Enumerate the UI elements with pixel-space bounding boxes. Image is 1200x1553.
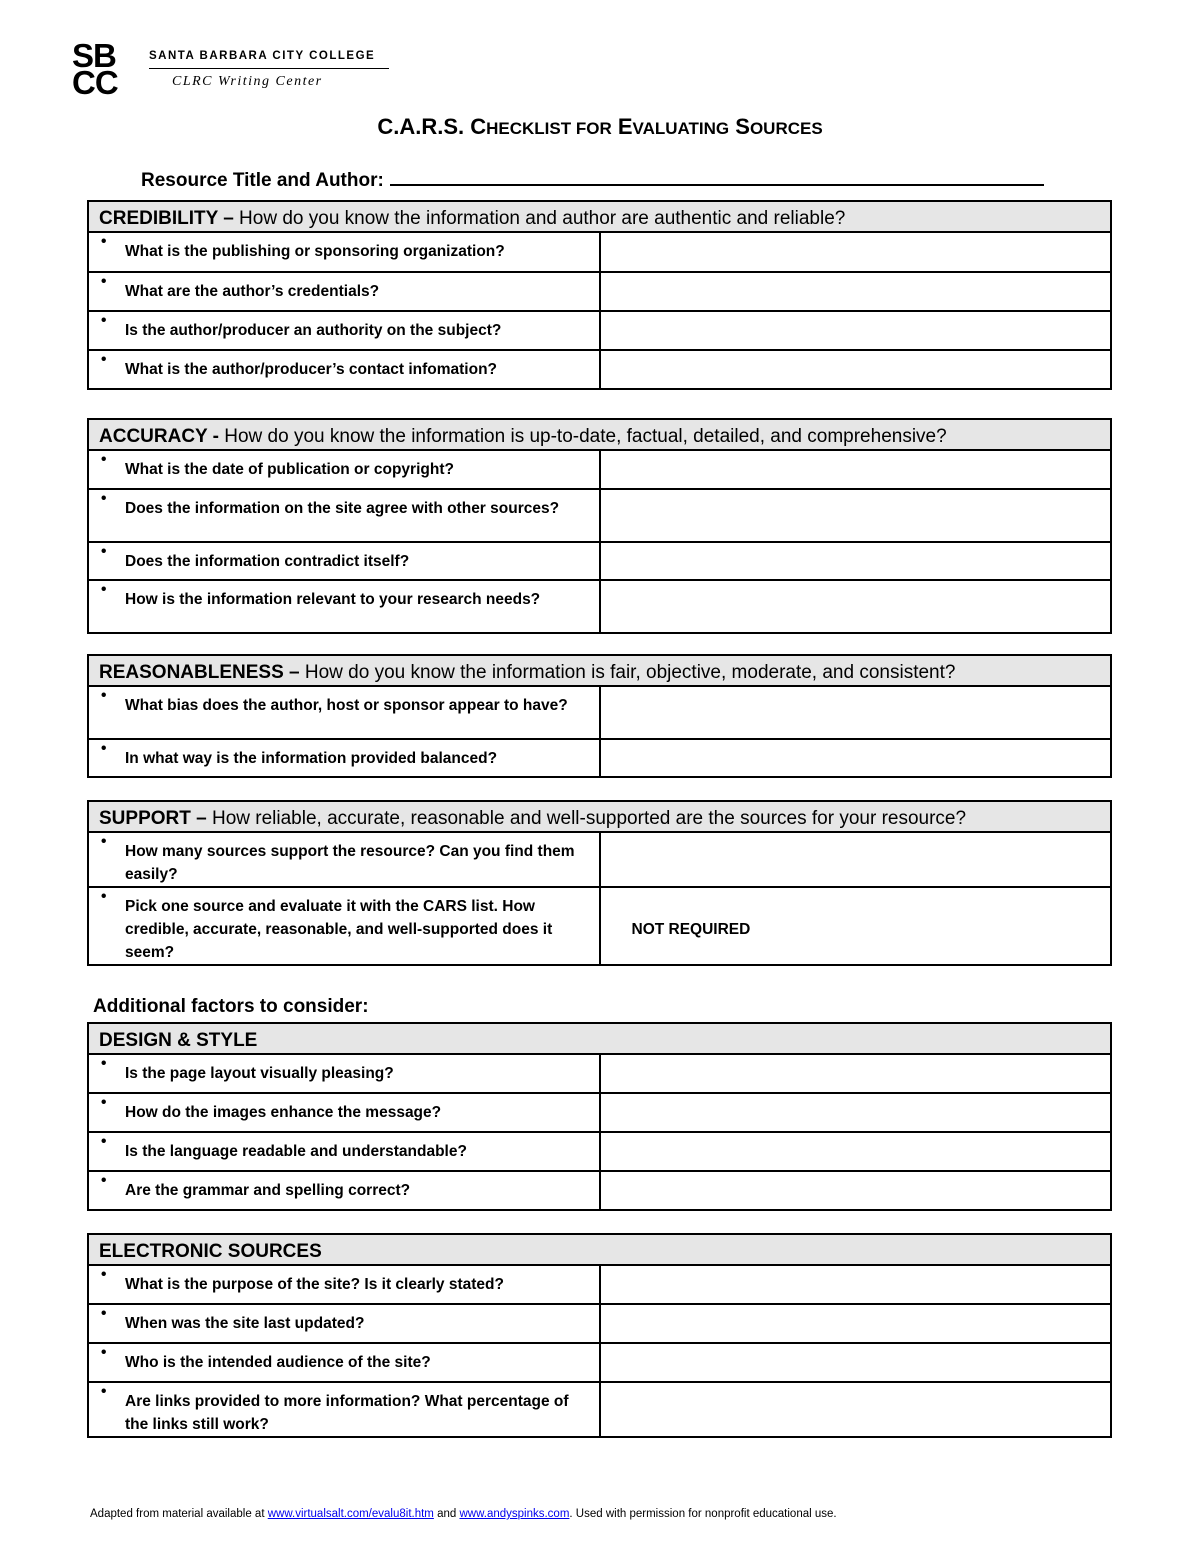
- footer-text: and: [433, 1508, 460, 1520]
- checklist-question: [88, 1304, 600, 1343]
- question-text: How is the information relevant to your research needs?: [125, 591, 541, 608]
- checklist-question: [88, 580, 600, 633]
- answer-cell[interactable]: [600, 272, 1112, 311]
- question-text: What is the publishing or sponsoring organization?: [125, 243, 505, 260]
- andyspinks-link[interactable]: www.andyspinks.com: [459, 1508, 570, 1520]
- answer-cell[interactable]: [600, 1304, 1112, 1343]
- question-text: Is the author/producer an authority on the subject?: [125, 322, 502, 339]
- checklist-question: [88, 1171, 600, 1210]
- question-text: Is the page layout visually pleasing?: [125, 1065, 394, 1082]
- bullet-icon: •: [101, 490, 107, 507]
- resource-input-line[interactable]: [390, 164, 1044, 186]
- question-text: When was the site last updated?: [125, 1315, 365, 1332]
- sbcc-logo: [72, 37, 392, 101]
- checklist-question: [88, 739, 600, 777]
- electronic-sources-table: [87, 1233, 1112, 1438]
- question-text: How many sources support the resource? Can you find them easily?: [125, 843, 575, 883]
- not-required-note: NOT REQUIRED: [631, 921, 751, 938]
- reasonableness-header: [88, 655, 1111, 686]
- design-style-header: [88, 1023, 1111, 1054]
- answer-cell[interactable]: [600, 580, 1112, 633]
- resource-label: Resource Title and Author:: [141, 170, 384, 191]
- bullet-icon: •: [101, 1305, 107, 1322]
- answer-cell[interactable]: [600, 739, 1112, 777]
- section-question: How do you know the information and author are authentic and reliable?: [233, 208, 846, 229]
- question-text: What is the author/producer’s contact infomation?: [125, 361, 498, 378]
- checklist-question: [88, 272, 600, 311]
- section-label: SUPPORT –: [99, 808, 207, 829]
- question-text: Who is the intended audience of the site?: [125, 1354, 431, 1371]
- bullet-icon: •: [101, 1172, 107, 1189]
- checklist-question: [88, 1093, 600, 1132]
- answer-cell[interactable]: [600, 686, 1112, 739]
- bullet-icon: •: [101, 312, 107, 329]
- attribution-footer: [90, 1508, 837, 1520]
- answer-cell[interactable]: [600, 232, 1112, 272]
- bullet-icon: •: [101, 273, 107, 290]
- virtualsalt-link[interactable]: www.virtualsalt.com/evalu8it.htm: [267, 1508, 434, 1520]
- logo-mark-top: SB: [72, 37, 116, 74]
- answer-cell[interactable]: [600, 1382, 1112, 1437]
- accuracy-table: [87, 418, 1112, 634]
- bullet-icon: •: [101, 1055, 107, 1072]
- bullet-icon: •: [101, 888, 107, 905]
- bullet-icon: •: [101, 1266, 107, 1283]
- support-header: [88, 801, 1111, 832]
- design-style-table: [87, 1022, 1112, 1211]
- bullet-icon: •: [101, 833, 107, 850]
- question-text: What is the purpose of the site? Is it clearly stated?: [125, 1276, 504, 1293]
- reasonableness-table: [87, 654, 1112, 778]
- checklist-question: [88, 489, 600, 542]
- answer-cell[interactable]: [600, 832, 1112, 887]
- checklist-question: [88, 450, 600, 489]
- title-part: VALUATING: [632, 119, 730, 138]
- answer-cell[interactable]: [600, 350, 1112, 389]
- section-label: REASONABLENESS –: [99, 662, 300, 683]
- title-part: HECKLIST FOR: [486, 119, 612, 138]
- title-part: S: [729, 114, 750, 139]
- section-label: ELECTRONIC SOURCES: [99, 1241, 322, 1262]
- question-text: Are links provided to more information? What percentage of the links still work?: [125, 1393, 569, 1433]
- answer-cell[interactable]: [600, 887, 1112, 965]
- checklist-question: [88, 686, 600, 739]
- section-question: How do you know the information is fair, objective, moderate, and consistent?: [299, 662, 956, 683]
- answer-cell[interactable]: [600, 1343, 1112, 1382]
- bullet-icon: •: [101, 1094, 107, 1111]
- college-name: SANTA BARBARA CITY COLLEGE: [149, 50, 376, 62]
- logo-divider: [149, 68, 389, 69]
- bullet-icon: •: [101, 233, 107, 250]
- section-question: How reliable, accurate, reasonable and well-supported are the sources for your resource?: [206, 808, 967, 829]
- answer-cell[interactable]: [600, 1054, 1112, 1093]
- question-text: Pick one source and evaluate it with the CARS list. How credible, accurate, reasonable, and well-supported does it seem?: [125, 898, 553, 961]
- checklist-question: [88, 350, 600, 389]
- writing-center-name: CLRC Writing Center: [172, 74, 323, 89]
- question-text: What are the author’s credentials?: [125, 283, 380, 300]
- answer-cell[interactable]: [600, 1265, 1112, 1304]
- additional-factors-heading: Additional factors to consider:: [93, 996, 369, 1017]
- resource-field: [141, 164, 1044, 192]
- checklist-question: [88, 832, 600, 887]
- accuracy-header: [88, 419, 1111, 450]
- checklist-question: [88, 887, 600, 965]
- title-part: C.A.R.S. C: [377, 114, 487, 139]
- answer-cell[interactable]: [600, 450, 1112, 489]
- checklist-question: [88, 232, 600, 272]
- question-text: What is the date of publication or copyright?: [125, 461, 454, 478]
- logo-mark: [72, 37, 118, 101]
- bullet-icon: •: [101, 351, 107, 368]
- answer-cell[interactable]: [600, 1171, 1112, 1210]
- answer-cell[interactable]: [600, 311, 1112, 350]
- footer-text: . Used with permission for nonprofit educational use.: [569, 1508, 837, 1520]
- checklist-question: [88, 1132, 600, 1171]
- question-text: How do the images enhance the message?: [125, 1104, 442, 1121]
- checklist-question: [88, 1382, 600, 1437]
- bullet-icon: •: [101, 451, 107, 468]
- bullet-icon: •: [101, 1344, 107, 1361]
- section-label: CREDIBILITY –: [99, 208, 234, 229]
- question-text: Does the information on the site agree with other sources?: [125, 500, 560, 517]
- bullet-icon: •: [101, 543, 107, 560]
- answer-cell[interactable]: [600, 1093, 1112, 1132]
- section-question: How do you know the information is up-to-date, factual, detailed, and comprehensive?: [218, 426, 947, 447]
- question-text: Are the grammar and spelling correct?: [125, 1182, 411, 1199]
- credibility-header: [88, 201, 1111, 232]
- checklist-question: [88, 311, 600, 350]
- bullet-icon: •: [101, 1383, 107, 1400]
- question-text: Is the language readable and understandable?: [125, 1143, 467, 1160]
- checklist-question: [88, 542, 600, 580]
- answer-cell[interactable]: [600, 489, 1112, 542]
- bullet-icon: •: [101, 687, 107, 704]
- bullet-icon: •: [101, 1133, 107, 1150]
- credibility-table: [87, 200, 1112, 390]
- title-part: OURCES: [749, 119, 823, 138]
- electronic-sources-header: [88, 1234, 1111, 1265]
- answer-cell[interactable]: [600, 542, 1112, 580]
- checklist-question: [88, 1054, 600, 1093]
- section-label: DESIGN & STYLE: [99, 1030, 258, 1051]
- question-text: In what way is the information provided balanced?: [125, 750, 498, 767]
- support-table: [87, 800, 1112, 966]
- section-label: ACCURACY -: [99, 426, 219, 447]
- page-title: [0, 114, 1200, 140]
- checklist-question: [88, 1343, 600, 1382]
- checklist-question: [88, 1265, 600, 1304]
- question-text: Does the information contradict itself?: [125, 553, 410, 570]
- footer-text: Adapted from material available at: [90, 1508, 268, 1520]
- question-text: What bias does the author, host or sponsor appear to have?: [125, 697, 568, 714]
- title-part: E: [611, 114, 633, 139]
- bullet-icon: •: [101, 581, 107, 598]
- answer-cell[interactable]: [600, 1132, 1112, 1171]
- logo-mark-bottom: CC: [72, 64, 118, 101]
- bullet-icon: •: [101, 740, 107, 757]
